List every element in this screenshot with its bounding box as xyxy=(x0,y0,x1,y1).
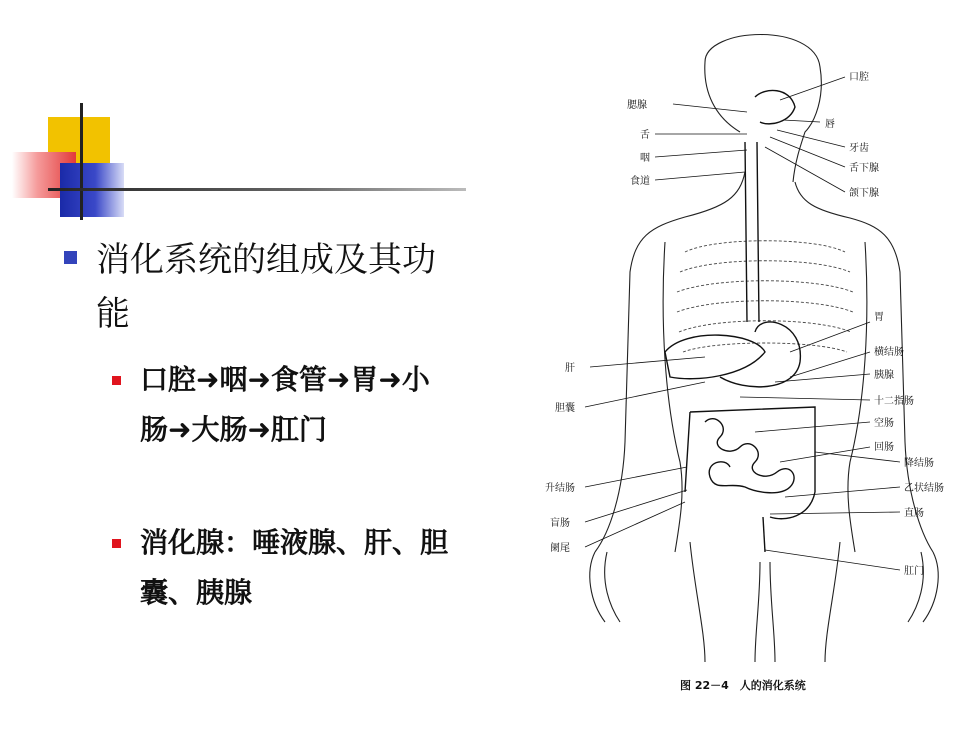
label-hengjiechang: 横结肠 xyxy=(874,347,904,358)
label-yan: 咽 xyxy=(640,153,650,164)
figure-labels xyxy=(545,70,944,692)
label-ya: 牙齿 xyxy=(849,143,869,154)
label-hexiaxian: 颌下腺 xyxy=(849,188,879,199)
label-kouqiang: 口腔 xyxy=(849,72,869,83)
decor-vertical-line xyxy=(80,103,83,220)
label-shierzhichang: 十二指肠 xyxy=(874,396,914,407)
digestive-system-figure xyxy=(515,22,975,712)
digestive-glands-list: 消化腺：唾液腺、肝、胆囊、胰腺 xyxy=(140,526,449,609)
label-kongchang: 空肠 xyxy=(874,418,894,429)
decor-horizontal-line xyxy=(48,188,466,191)
label-dannang: 胆囊 xyxy=(555,403,575,414)
digestive-tract-sequence: 口腔➜咽➜食管➜胃➜小肠➜大肠➜肛门 xyxy=(140,363,430,446)
label-wei: 胃 xyxy=(874,312,884,323)
label-lanwei: 阑尾 xyxy=(550,543,570,554)
label-she: 舌 xyxy=(640,130,650,141)
label-huichang: 回肠 xyxy=(874,442,894,453)
label-gan: 肝 xyxy=(565,363,575,374)
bullet-square-red-icon xyxy=(112,539,121,548)
label-mangchang: 盲肠 xyxy=(550,518,570,529)
label-shexiaxian: 舌下腺 xyxy=(849,163,879,174)
slide-title: 消化系统的组成及其功能 xyxy=(96,240,436,334)
label-shengjiechang: 升结肠 xyxy=(545,483,575,494)
bullet-square-blue-icon xyxy=(64,251,77,264)
label-zhichang: 直肠 xyxy=(904,508,924,519)
label-jiangjiechang: 降结肠 xyxy=(904,458,934,469)
label-shidao: 食道 xyxy=(630,176,650,187)
label-yizhuangjiechang: 乙状结肠 xyxy=(904,483,944,494)
label-gangmen: 肛门 xyxy=(904,566,924,577)
bullet-square-red-icon xyxy=(112,376,121,385)
figure-caption: 图 22－4 人的消化系统 xyxy=(680,679,806,692)
label-chun: 唇 xyxy=(825,119,835,130)
label-saixian: 腮腺 xyxy=(627,100,647,111)
label-yixian: 胰腺 xyxy=(874,370,894,381)
